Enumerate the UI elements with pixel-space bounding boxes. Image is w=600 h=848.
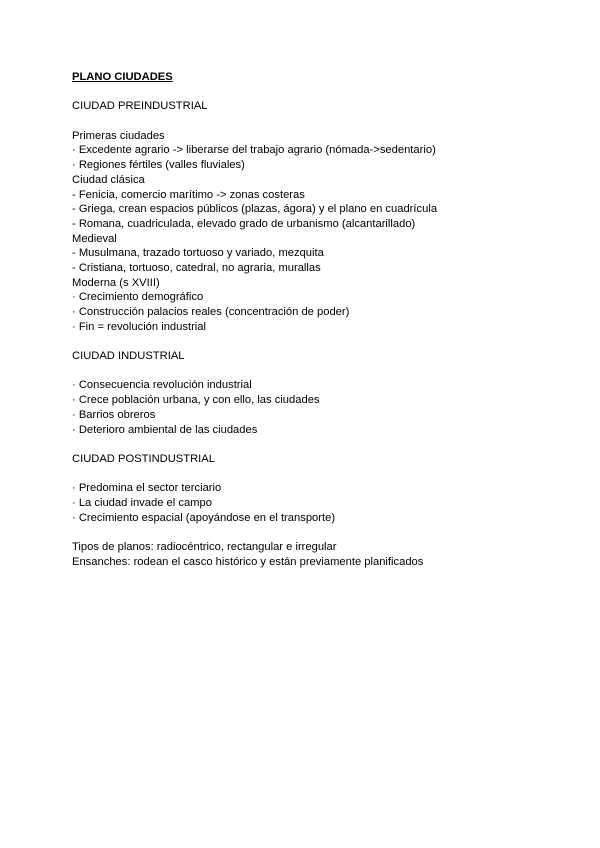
text-line: · Fin = revolución industrial (72, 320, 206, 333)
text-line: Primeras ciudades (72, 129, 165, 142)
section-postindustrial (72, 481, 552, 525)
text-line: · Barrios obreros (72, 408, 156, 421)
document-page (72, 70, 552, 569)
text-line: Medieval (72, 232, 117, 245)
document-title: PLANO CIUDADES (72, 71, 173, 83)
spacer (72, 467, 552, 482)
text-line: · Construcción palacios reales (concentración de poder) (72, 306, 350, 318)
text-line: · La ciudad invade el campo (72, 496, 212, 509)
text-line: · Crecimiento demográfico (72, 291, 204, 304)
text-line: · Regiones fértiles (valles fluviales) (72, 159, 245, 172)
spacer (72, 364, 552, 379)
text-line: Moderna (s XVIII) (72, 276, 160, 289)
text-line: Tipos de planos: radiocéntrico, rectangular e irregular (72, 541, 337, 553)
text-line: - Cristiana, tortuoso, catedral, no agraria, murallas (72, 261, 321, 274)
text-line: Ciudad clásica (72, 173, 145, 186)
text-line: · Crece población urbana, y con ello, las ciudades (72, 394, 320, 407)
text-line: · Deterioro ambiental de las ciudades (72, 423, 258, 436)
text-line: - Fenicia, comercio marítimo -> zonas costeras (72, 188, 305, 201)
text-line: - Griega, crean espacios públicos (plazas, ágora) y el plano en cuadrícula (72, 203, 438, 216)
text-line: · Excedente agrario -> liberarse del trabajo agrario (nómada->sedentario) (72, 144, 436, 157)
spacer (72, 525, 552, 540)
text-line: Ensanches: rodean el casco histórico y están previamente planificados (72, 555, 424, 568)
spacer (72, 334, 552, 349)
section-heading-industrial: CIUDAD INDUSTRIAL (72, 350, 185, 363)
text-line: · Crecimiento espacial (apoyándose en el transporte) (72, 511, 336, 524)
spacer (72, 85, 552, 100)
section-heading-postindustrial: CIUDAD POSTINDUSTRIAL (72, 452, 215, 465)
section-preindustrial (72, 129, 552, 335)
text-line: - Musulmana, trazado tortuoso y variado, mezquita (72, 247, 324, 260)
spacer (72, 437, 552, 452)
text-line: · Consecuencia revolución industrial (72, 379, 252, 392)
section-footer-notes (72, 540, 552, 569)
text-line: · Predomina el sector terciario (72, 482, 222, 495)
spacer (72, 114, 552, 129)
section-heading-preindustrial: CIUDAD PREINDUSTRIAL (72, 100, 208, 113)
text-line: - Romana, cuadriculada, elevado grado de urbanismo (alcantarillado) (72, 217, 416, 230)
section-industrial (72, 378, 552, 437)
